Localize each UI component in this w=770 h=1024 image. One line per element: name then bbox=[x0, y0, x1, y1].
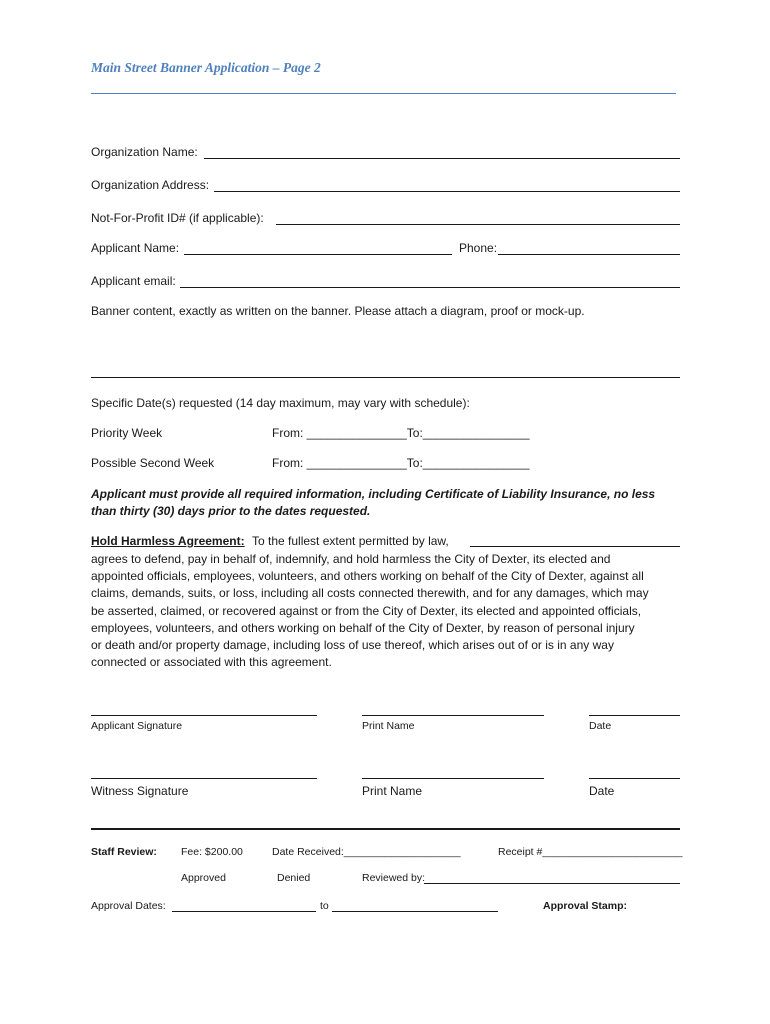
agreement-line: or death and/or property damage, including loss of use thereof, which arises out of or is in any way bbox=[91, 638, 614, 653]
approval-dates-label: Approval Dates: bbox=[91, 900, 166, 912]
date-label-1: Date bbox=[589, 720, 612, 732]
date-field-1[interactable] bbox=[589, 715, 680, 716]
dates-heading: Specific Date(s) requested (14 day maximum, may vary with schedule): bbox=[91, 396, 470, 410]
priority-week-label: Priority Week bbox=[91, 426, 163, 440]
hold-harmless-intro: To the fullest extent permitted by law, bbox=[252, 534, 449, 548]
applicant-signature-label: Applicant Signature bbox=[91, 720, 183, 732]
applicant-signature-field[interactable] bbox=[91, 715, 317, 716]
applicant-email-label: Applicant email: bbox=[91, 274, 176, 288]
fee-text: Fee: $200.00 bbox=[181, 846, 243, 858]
receipt-field[interactable]: Receipt #________________________ bbox=[498, 846, 683, 858]
approval-date-to-field[interactable] bbox=[332, 911, 498, 912]
date-received-field[interactable]: Date Received:____________________ bbox=[272, 846, 461, 858]
print-name-field-2[interactable] bbox=[362, 778, 544, 779]
priority-week-dates[interactable]: From: _______________To:________________ bbox=[272, 426, 530, 440]
phone-field[interactable] bbox=[498, 254, 680, 255]
approval-date-from-field[interactable] bbox=[172, 911, 316, 912]
agreement-line: connected or associated with this agreement. bbox=[91, 655, 332, 670]
witness-signature-label: Witness Signature bbox=[91, 784, 189, 798]
notice-line-1: Applicant must provide all required information, including Certificate of Liability Insurance, no less bbox=[91, 487, 656, 501]
print-name-label-1: Print Name bbox=[362, 720, 415, 732]
agreement-line: agrees to defend, pay in behalf of, indemnify, and hold harmless the City of Dexter, its elected and bbox=[91, 552, 611, 566]
approval-dates-to: to bbox=[320, 900, 329, 912]
staff-divider bbox=[91, 828, 680, 830]
notice-line-2: than thirty (30) days prior to the dates requested. bbox=[91, 504, 371, 518]
nfp-id-field[interactable] bbox=[276, 224, 680, 225]
second-week-dates[interactable]: From: _______________To:________________ bbox=[272, 456, 530, 470]
org-address-field[interactable] bbox=[214, 191, 680, 192]
nfp-id-label: Not-For-Profit ID# (if applicable): bbox=[91, 211, 264, 225]
reviewed-by-field[interactable] bbox=[424, 883, 680, 884]
hold-harmless-party-field[interactable] bbox=[470, 546, 680, 547]
second-week-label: Possible Second Week bbox=[91, 456, 215, 470]
org-name-label: Organization Name: bbox=[91, 145, 198, 159]
phone-label: Phone: bbox=[459, 241, 498, 255]
date-field-2[interactable] bbox=[589, 778, 680, 779]
agreement-line: claims, demands, suits, or loss, including all costs connected therewith, and for any damages, which may bbox=[91, 586, 649, 601]
hold-harmless-heading: Hold Harmless Agreement: bbox=[91, 534, 245, 548]
org-address-label: Organization Address: bbox=[91, 178, 210, 192]
approved-option[interactable]: Approved bbox=[181, 872, 226, 884]
agreement-line: appointed officials, employees, volunteers, and others working on behalf of the City of Dexter, against all bbox=[91, 569, 644, 584]
org-name-field[interactable] bbox=[204, 158, 680, 159]
date-label-2: Date bbox=[589, 784, 615, 798]
print-name-label-2: Print Name bbox=[362, 784, 423, 798]
approval-stamp-label: Approval Stamp: bbox=[543, 900, 628, 912]
agreement-line: be asserted, claimed, or recovered against or from the City of Dexter, its elected and appointed officials, bbox=[91, 603, 642, 618]
hold-harmless-body bbox=[91, 551, 681, 671]
banner-content-field[interactable] bbox=[91, 377, 680, 378]
title-rule bbox=[91, 93, 676, 94]
reviewed-by-label: Reviewed by: bbox=[362, 872, 426, 884]
staff-review-label: Staff Review: bbox=[91, 846, 157, 858]
print-name-field-1[interactable] bbox=[362, 715, 544, 716]
banner-content-label: Banner content, exactly as written on the banner. Please attach a diagram, proof or mock-up. bbox=[91, 304, 585, 318]
denied-option[interactable]: Denied bbox=[277, 872, 311, 884]
applicant-name-label: Applicant Name: bbox=[91, 241, 180, 255]
agreement-line: employees, volunteers, and others working on behalf of the City of Dexter, by reason of personal injury bbox=[91, 620, 635, 635]
page-title: Main Street Banner Application – Page 2 bbox=[91, 60, 321, 75]
applicant-name-field[interactable] bbox=[184, 254, 452, 255]
applicant-email-field[interactable] bbox=[180, 287, 680, 288]
witness-signature-field[interactable] bbox=[91, 778, 317, 779]
